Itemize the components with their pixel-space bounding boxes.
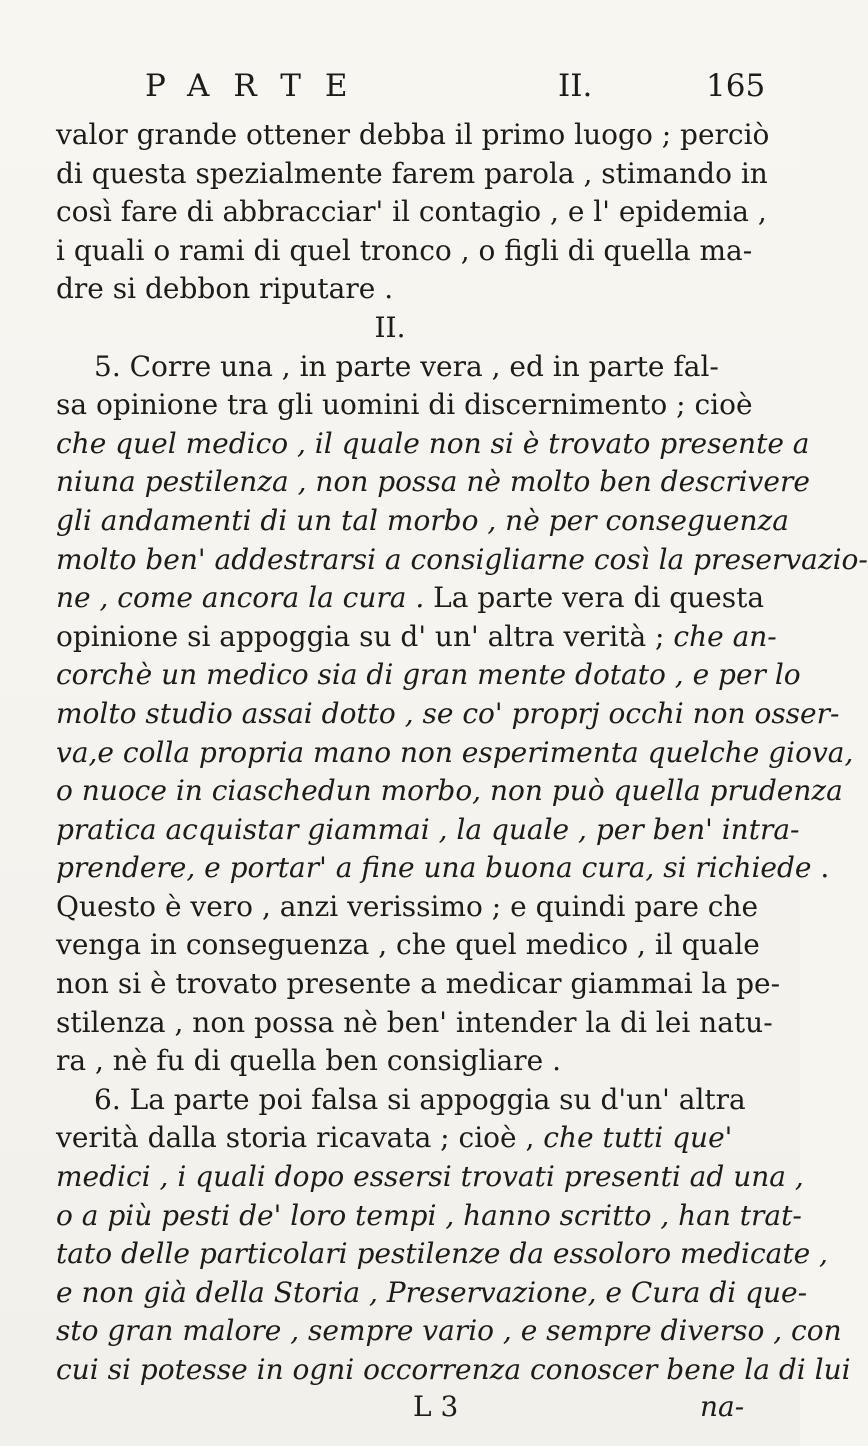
roman-segment: verità dalla storia ricavata ; cioè ,	[56, 1121, 544, 1155]
italic-segment: ne , come ancora la cura .	[56, 581, 425, 615]
text-line: Questo è vero , anzi verissimo ; e quindi pare che	[56, 889, 759, 923]
text-line: gli andamenti di un tal morbo , nè per conseguenza	[56, 503, 789, 537]
text-line: sto gran malore , sempre vario , e sempre diverso , con	[56, 1314, 842, 1348]
text-line: valor grande ottener debba il primo luogo ; perciò	[56, 118, 770, 151]
text-line: così fare di abbracciar' il contagio , e l' epidemia ,	[56, 195, 767, 229]
italic-segment: prendere, e portar' a fine una buona cura, si richiede	[56, 851, 812, 885]
text-line: di questa spezialmente farem parola , stimando in	[56, 156, 768, 190]
text-line	[56, 1119, 782, 1158]
italic-segment: che an-	[673, 619, 777, 653]
text-line: o nuoce in ciaschedun morbo, non può quella prudenza	[56, 774, 843, 808]
text-line: i quali o rami di quel tronco , o figli di quella ma-	[56, 233, 753, 267]
text-line: non si è trovato presente a medicar giammai la pe-	[56, 967, 781, 1001]
text-line: molto ben' addestrarsi a consigliarne così la preservazio-	[56, 542, 868, 576]
text-line: o a più pesti de' loro tempi , hanno scritto , han trat-	[56, 1198, 802, 1232]
italic-segment: che tutti que'	[543, 1121, 733, 1155]
text-line: 5. Corre una , in parte vera , ed in parte fal-	[94, 349, 719, 383]
text-line: cui si potesse in ogni occorrenza conoscer bene la di lui	[56, 1353, 851, 1386]
text-line: ra , nè fu di quella ben consigliare .	[56, 1044, 561, 1078]
text-line: pratica acquistar giammai , la quale , per ben' intra-	[56, 812, 800, 846]
text-line: va,e colla propria mano non esperimenta quelche giova,	[56, 735, 854, 769]
section-heading: II.	[374, 310, 406, 344]
text-line: e non già della Storia , Preservazione, e Cura di que-	[56, 1275, 808, 1309]
text-line	[56, 849, 830, 888]
body-text	[56, 116, 868, 1390]
signature-mark: L 3	[413, 1390, 459, 1423]
text-line: dre si debbon riputare .	[56, 272, 394, 306]
text-line: stilenza , non possa nè ben' intender la di lei natu-	[56, 1005, 773, 1039]
text-line: che quel medico , il quale non si è trovato presente a	[56, 426, 810, 460]
text-line: niuna pestilenza , non possa nè molto ben descrivere	[56, 465, 810, 499]
running-head-part: PARTE	[145, 68, 372, 104]
text-line: molto studio assai dotto , se co' proprj occhi non osser-	[56, 696, 840, 730]
page-footer	[0, 1390, 800, 1430]
text-line: tato delle particolari pestilenze da essoloro medicate ,	[56, 1237, 828, 1271]
roman-segment: .	[811, 851, 830, 885]
text-line	[56, 579, 782, 618]
text-line	[56, 618, 782, 657]
running-head	[0, 64, 800, 108]
text-line: venga in conseguenza , che quel medico , il quale	[56, 928, 760, 962]
catchword: na-	[700, 1390, 745, 1423]
text-line: 6. La parte poi falsa si appoggia su d'un' altra	[94, 1082, 746, 1116]
roman-segment: La parte vera di questa	[424, 581, 765, 615]
text-line: sa opinione tra gli uomini di discernimento ; cioè	[56, 388, 753, 422]
running-head-part-number: II.	[558, 68, 593, 104]
roman-segment: opinione si appoggia su d' un' altra verità ;	[56, 619, 674, 653]
text-line: medici , i quali dopo essersi trovati presenti ad una ,	[56, 1160, 804, 1194]
text-line: corchè un medico sia di gran mente dotato , e per lo	[56, 658, 801, 692]
page-number: 165	[706, 68, 766, 104]
